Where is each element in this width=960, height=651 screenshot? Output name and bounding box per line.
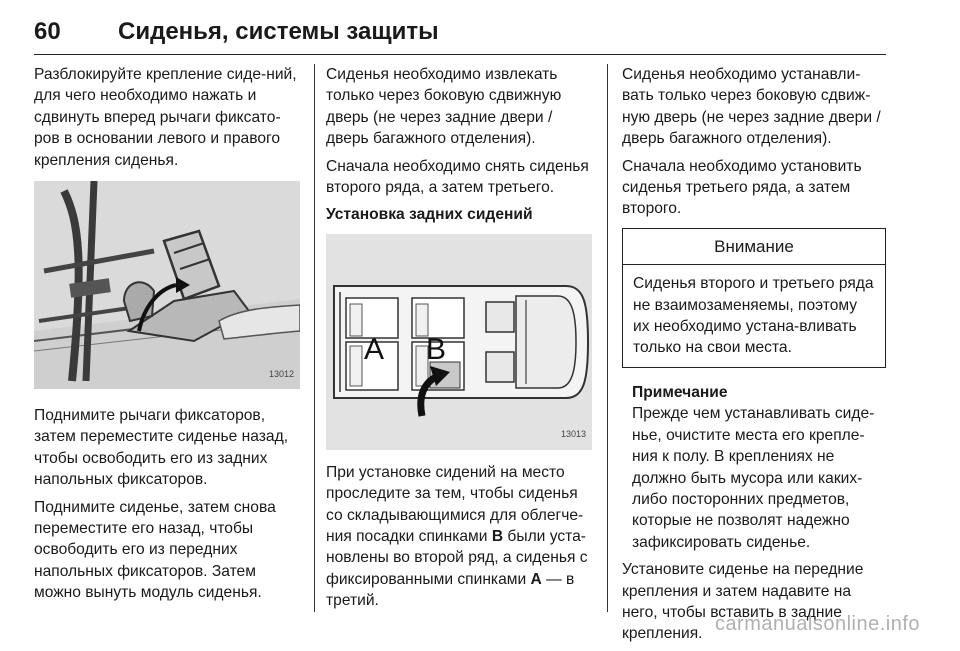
column-1 <box>34 64 302 610</box>
seat-label-a: A <box>364 332 385 366</box>
text-run: были уста-новлены во второй ряд, а сиденья с фиксированными спинками <box>326 528 588 588</box>
paragraph: Сначала необходимо установить сиденья третьего ряда, а затем второго. <box>622 157 862 218</box>
section-title: Установка задних сидений <box>326 206 533 224</box>
figure-id: 13013 <box>560 429 586 440</box>
chapter-title: Сиденья, системы защиты <box>118 18 439 45</box>
seat-label-b: B <box>426 332 447 366</box>
van-seat-layout-diagram <box>326 234 592 450</box>
warning-text: Сиденья второго и третьего ряда не взаимозаменяемы, поэтому их необходимо устана-вливать только на свои места. <box>633 275 874 357</box>
column-divider-1 <box>314 64 315 612</box>
figure-seat-lever <box>34 181 300 389</box>
warning-box <box>622 228 886 368</box>
paragraph: Установите сиденье на передние крепления и затем надавите на него, чтобы вставить в задние крепления. <box>622 561 864 643</box>
watermark: carmanualsonline.info <box>714 613 920 635</box>
seat-ref-a: A <box>530 570 542 588</box>
paragraph: Поднимите сиденье, затем снова переместите его назад, чтобы освободить его из передних напольных фиксаторов. Затем можно вынуть модуль сиденья. <box>34 498 276 602</box>
header-rule <box>34 54 886 55</box>
paragraph: Разблокируйте крепление сиде-ний, для чего необходимо нажать и сдвинуть вперед рычаги фиксато-ров в основании левого и правого крепления сиденья. <box>34 66 297 169</box>
page-number: 60 <box>34 18 61 45</box>
column-2 <box>326 64 594 618</box>
page-header <box>34 18 886 58</box>
paragraph: Поднимите рычаги фиксаторов, затем переместите сиденье назад, чтобы освободить его из задних напольных фиксаторов. <box>34 407 289 489</box>
warning-title: Внимание <box>623 229 885 265</box>
paragraph <box>326 462 594 612</box>
paragraph: Сиденья необходимо извлекать только через боковую сдвижную дверь (не через задние двери / дверь багажного отделения). <box>326 66 562 148</box>
seat-ref-b: B <box>491 528 504 546</box>
figure-id: 13012 <box>268 368 294 379</box>
text-run: — в третий. <box>326 570 575 610</box>
seat-lever-illustration <box>34 181 300 389</box>
note-text: Прежде чем устанавливать сиде-нье, очистите места его крепле-ния к полу. В креплениях не должно быть мусора или каких-либо посторонних предметов, которые не позволят надежно зафиксировать сиденье. <box>632 405 875 551</box>
column-divider-2 <box>607 64 608 612</box>
paragraph: Сначала необходимо снять сиденья второго ряда, а затем третьего. <box>326 157 589 197</box>
paragraph: Сиденья необходимо устанавли-вать только через боковую сдвиж-ную дверь (не через задние двери / дверь багажного отделения). <box>622 66 881 148</box>
note-title: Примечание <box>632 383 728 401</box>
column-3 <box>622 64 890 651</box>
figure-seat-layout <box>326 234 592 450</box>
text-run: При установке сидений на место проследите за тем, чтобы сиденья со складывающимися для облегче-ния посадки спинками <box>326 463 584 546</box>
